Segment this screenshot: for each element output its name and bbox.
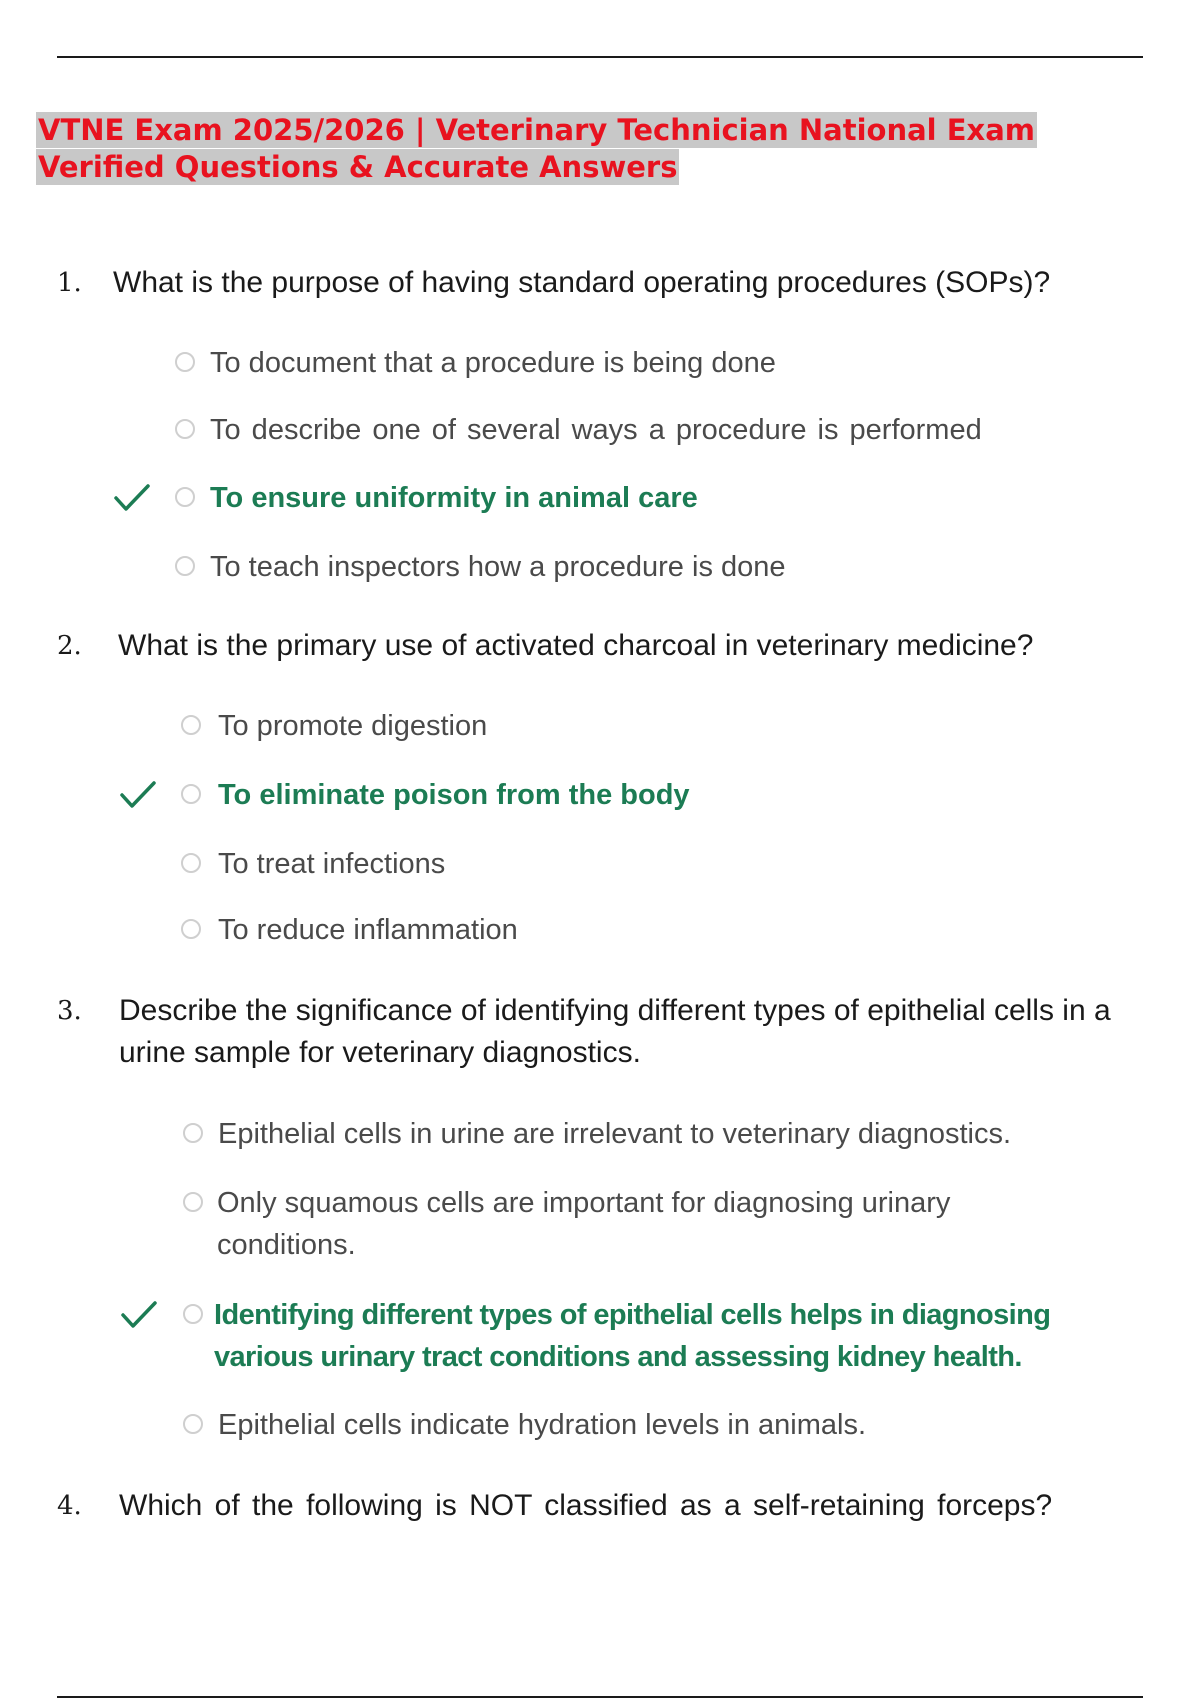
checkmark-icon [119, 1298, 159, 1332]
option-text: To document that a procedure is being done [210, 347, 776, 379]
radio-circle-icon[interactable] [181, 715, 201, 735]
option-text: Epithelial cells indicate hydration levels in animals. [218, 1409, 866, 1441]
top-rule [57, 56, 1143, 58]
option-text: To promote digestion [218, 710, 488, 742]
checkmark-icon [112, 481, 152, 515]
radio-circle-icon[interactable] [183, 1304, 203, 1324]
option-text: To eliminate poison from the body [218, 779, 690, 811]
option-text: Only squamous cells are important for diagnosing urinary conditions. [217, 1187, 951, 1261]
radio-circle-icon[interactable] [183, 1414, 203, 1434]
question-number: 3. [57, 996, 82, 1026]
radio-circle-icon[interactable] [181, 784, 201, 804]
option-text: To ensure uniformity in animal care [210, 482, 698, 514]
question-text: Which of the following is NOT classified as a self-retaining forceps? [119, 1489, 1053, 1522]
option-text: To describe one of several ways a procedure is performed [210, 414, 982, 446]
radio-circle-icon[interactable] [183, 1123, 203, 1143]
option-text: To teach inspectors how a procedure is done [210, 551, 786, 583]
question-text: What is the purpose of having standard operating procedures (SOPs)? [113, 266, 1051, 299]
bottom-rule [57, 1696, 1143, 1698]
radio-circle-icon[interactable] [175, 419, 195, 439]
checkmark-icon [118, 778, 158, 812]
document-title-text: VTNE Exam 2025/2026 | Veterinary Technician National Exam Verified Questions & Accurate Answers [38, 113, 1036, 184]
radio-circle-icon[interactable] [183, 1192, 203, 1212]
option-text: Identifying different types of epithelial cells helps in diagnosing various urinary tract conditions and assessing kidney health. [214, 1299, 1051, 1373]
radio-circle-icon[interactable] [181, 853, 201, 873]
radio-circle-icon[interactable] [175, 352, 195, 372]
radio-circle-icon[interactable] [175, 487, 195, 507]
question-text: What is the primary use of activated charcoal in veterinary medicine? [118, 629, 1034, 662]
radio-circle-icon[interactable] [175, 556, 195, 576]
question-number: 1. [57, 268, 82, 298]
question-text: Describe the significance of identifying different types of epithelial cells in a urine sample for veterinary diagnostics. [119, 994, 1111, 1069]
radio-circle-icon[interactable] [181, 919, 201, 939]
document-title [36, 112, 1136, 186]
option-text: To treat infections [218, 848, 446, 880]
question-number: 2. [57, 631, 82, 661]
option-text: To reduce inflammation [218, 914, 518, 946]
option-text: Epithelial cells in urine are irrelevant to veterinary diagnostics. [218, 1118, 1012, 1150]
question-number: 4. [57, 1491, 82, 1521]
